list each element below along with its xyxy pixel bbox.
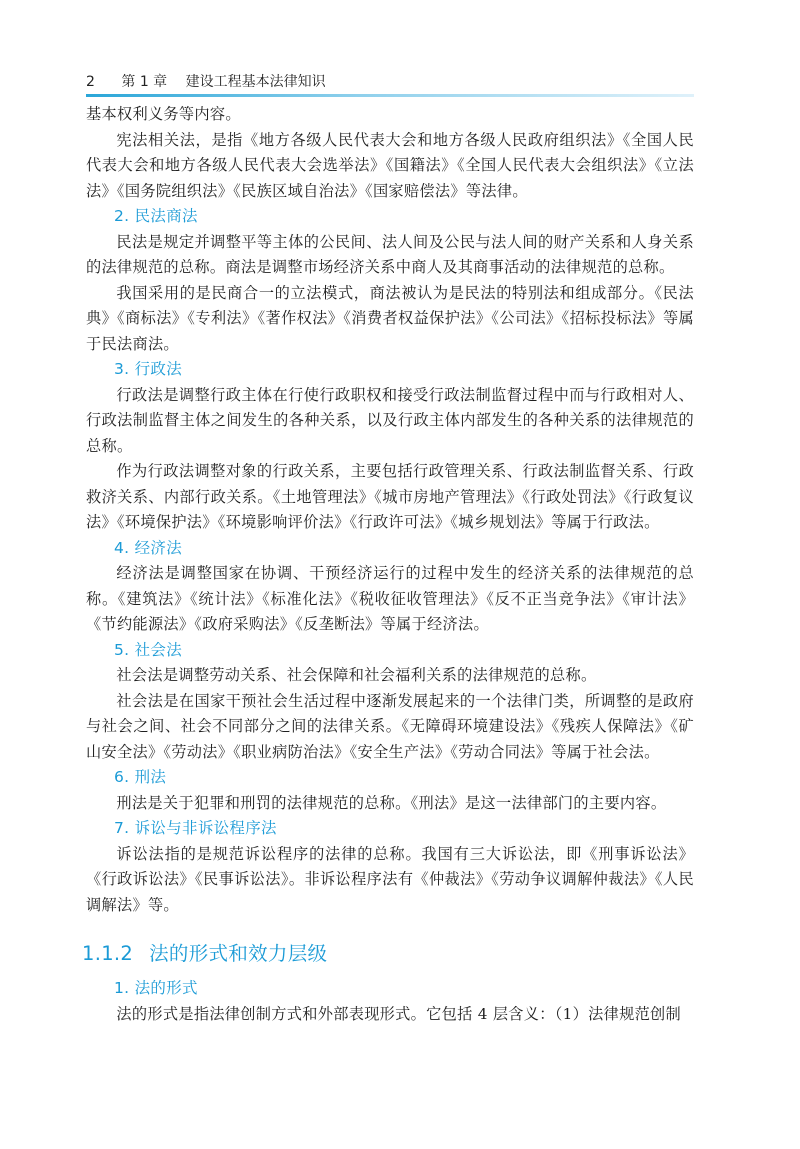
- chapter-title: 建设工程基本法律知识: [185, 74, 326, 90]
- subheading-forms-of-law: 1. 法的形式: [114, 979, 198, 997]
- subheading-criminal-law: 6. 刑法: [114, 768, 167, 786]
- header-rule: [86, 94, 694, 97]
- paragraph-civil-law-examples: 我国采用的是民商合一的立法模式，商法被认为是民法的特别法和组成部分。《民法典》《商标法》《专利法》《著作权法》《消费者权益保护法》《公司法》《招标投标法》等属于民法商法。: [86, 283, 694, 353]
- paragraph-economic-law: 经济法是调整国家在协调、干预经济运行的过程中发生的经济关系的法律规范的总称。《建筑法》《统计法》《标准化法》《税收征收管理法》《反不正当竞争法》《审计法》《节约能源法》《政府采购法》《反垄断法》等属于经济法。: [86, 564, 694, 633]
- section-title: 法的形式和效力层级: [149, 942, 328, 965]
- section-number: 1.1.2: [82, 942, 134, 965]
- paragraph-procedural-law: 诉讼法指的是规范诉讼程序的法律的总称。我国有三大诉讼法，即《刑事诉讼法》《行政诉讼法》《民事诉讼法》。非诉讼程序法有《仲裁法》《劳动争议调解仲裁法》《人民调解法》等。: [86, 844, 694, 914]
- paragraph-constitution-related-law: 宪法相关法，是指《地方各级人民代表大会和地方各级人民政府组织法》《全国人民代表大会和地方各级人民代表大会选举法》《国籍法》《全国人民代表大会组织法》《立法法》《国务院组织法》《民族区域自治法》《国家赔偿法》等法律。: [86, 130, 694, 200]
- page-number: 2: [86, 74, 95, 90]
- subheading-civil-commercial-law: 2. 民法商法: [114, 207, 198, 225]
- paragraph-social-law-definition: 社会法是调整劳动关系、社会保障和社会福利关系的法律规范的总称。: [116, 666, 597, 684]
- section-heading: [82, 938, 694, 970]
- paragraph-social-law-examples: 社会法是在国家干预社会生活过程中逐渐发展起来的一个法律门类，所调整的是政府与社会之间、社会不同部分之间的法律关系。《无障碍环境建设法》《残疾人保障法》《矿山安全法》《劳动法》《职业病防治法》《安全生产法》《劳动合同法》等属于社会法。: [86, 691, 694, 761]
- paragraph-administrative-law-definition: 行政法是调整行政主体在行使行政职权和接受行政法制监督过程中而与行政相对人、行政法制监督主体之间发生的各种关系，以及行政主体内部发生的各种关系的法律规范的总称。: [86, 385, 694, 455]
- page-body: [82, 102, 694, 1027]
- running-header: [86, 72, 694, 96]
- paragraph-civil-law-definition: 民法是规定并调整平等主体的公民间、法人间及公民与法人间的财产关系和人身关系的法律规范的总称。商法是调整市场经济关系中商人及其商事活动的法律规范的总称。: [86, 232, 694, 276]
- paragraph-criminal-law: 刑法是关于犯罪和刑罚的法律规范的总称。《刑法》是这一法律部门的主要内容。: [116, 793, 667, 812]
- paragraph-administrative-law-examples: 作为行政法调整对象的行政关系，主要包括行政管理关系、行政法制监督关系、行政救济关系、内部行政关系。《土地管理法》《城市房地产管理法》《行政处罚法》《行政复议法》《环境保护法》《环境影响评价法》《行政许可法》《城乡规划法》等属于行政法。: [86, 462, 694, 531]
- subheading-procedural-law: 7. 诉讼与非诉讼程序法: [114, 819, 277, 837]
- paragraph-continuation: 基本权利义务等内容。: [86, 105, 241, 123]
- paragraph-forms-of-law: 法的形式是指法律创制方式和外部表现形式。它包括 4 层含义：（1）法律规范创制: [116, 1004, 682, 1023]
- chapter-label: 第 1 章: [121, 74, 168, 90]
- subheading-social-law: 5. 社会法: [114, 640, 183, 659]
- subheading-economic-law: 4. 经济法: [114, 538, 183, 557]
- subheading-administrative-law: 3. 行政法: [114, 360, 183, 378]
